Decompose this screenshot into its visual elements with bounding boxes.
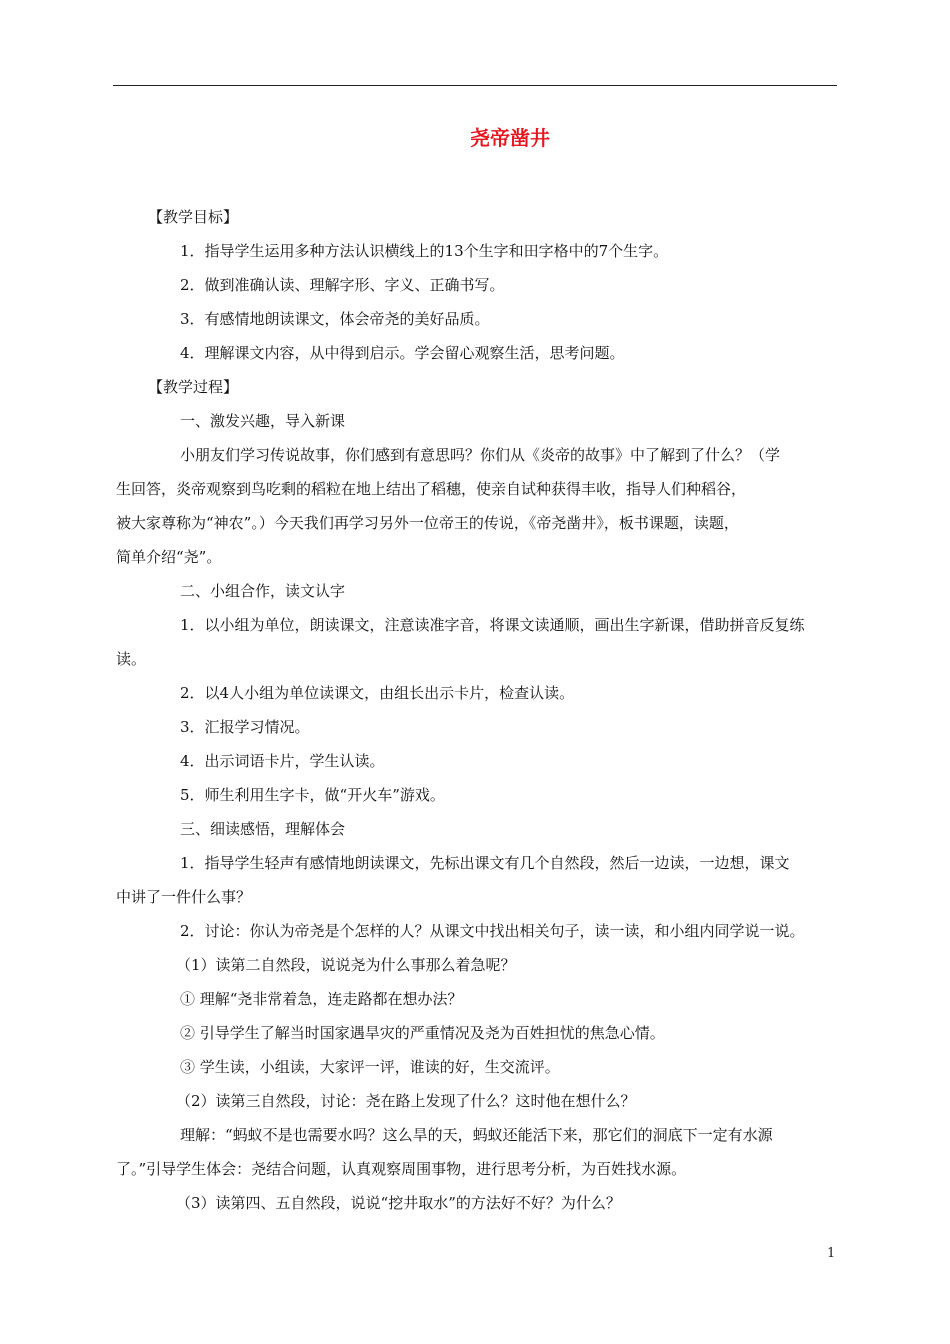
- paragraph-line: 被大家尊称为“神农”。）今天我们再学习另外一位帝王的传说，《帝尧凿井》，板书课题，读题，: [116, 514, 739, 532]
- paragraph-line: 小朋友们学习传说故事，你们感到有意思吗？你们从《炎帝的故事》中了解到了什么？（学: [180, 446, 781, 464]
- paragraph-line: 4．理解课文内容，从中得到启示。学会留心观察生活，思考问题。: [180, 344, 625, 362]
- paragraph-line: 一、激发兴趣，导入新课: [180, 412, 346, 430]
- paragraph-line: 生回答，炎帝观察到鸟吃剩的稻粒在地上结出了稻穗，使亲自试种获得丰收，指导人们种稻谷，: [116, 480, 747, 498]
- paragraph-line: 2．以4人小组为单位读课文，由组长出示卡片，检查认读。: [180, 684, 575, 702]
- document-body: [116, 200, 850, 1220]
- paragraph-line: 三、细读感悟，理解体会: [180, 820, 346, 838]
- paragraph-line: 【教学目标】: [148, 208, 239, 226]
- paragraph-line: 1．指导学生轻声有感情地朗读课文，先标出课文有几个自然段，然后一边读，一边想，课文: [180, 854, 790, 872]
- paragraph-line: （3）读第四、五自然段，说说“挖井取水”的方法好不好？为什么？: [176, 1194, 621, 1212]
- paragraph-line: ② 引导学生了解当时国家遇旱灾的严重情况及尧为百姓担忧的焦急心情。: [180, 1024, 665, 1042]
- paragraph-line: 2．讨论：你认为帝尧是个怎样的人？从课文中找出相关句子，读一读，和小组内同学说一说。: [180, 922, 805, 940]
- paragraph-line: 读。: [116, 650, 147, 668]
- paragraph-line: 二、小组合作，读文认字: [180, 582, 346, 600]
- paragraph-line: （2）读第三自然段，讨论：尧在路上发现了什么？这时他在想什么？: [176, 1092, 636, 1110]
- paragraph-line: 理解：“蚂蚁不是也需要水吗？这么旱的天，蚂蚁还能活下来，那它们的洞底下一定有水源: [180, 1126, 773, 1144]
- paragraph-line: 4．出示词语卡片，学生认读。: [180, 752, 385, 770]
- paragraph-line: ③ 学生读，小组读，大家评一评，谁读的好，生交流评。: [180, 1058, 560, 1076]
- paragraph-line: ① 理解“尧非常着急，连走路都在想办法？: [180, 990, 463, 1008]
- paragraph-line: 5．师生利用生字卡，做“开火车”游戏。: [180, 786, 445, 804]
- paragraph-line: 了。”引导学生体会：尧结合问题，认真观察周围事物，进行思考分析，为百姓找水源。: [116, 1160, 687, 1178]
- page-number: 1: [827, 1246, 836, 1261]
- paragraph-line: 1．以小组为单位，朗读课文，注意读准字音，将课文读通顺，画出生字新课，借助拼音反复练: [180, 616, 805, 634]
- paragraph-line: （1）读第二自然段，说说尧为什么事那么着急呢？: [176, 956, 516, 974]
- page-title: 尧帝凿井: [470, 126, 550, 150]
- header-rule: [113, 85, 837, 86]
- paragraph-line: 【教学过程】: [148, 378, 239, 396]
- paragraph-line: 中讲了一件什么事？: [116, 888, 252, 906]
- paragraph-line: 简单介绍“尧”。: [116, 548, 222, 566]
- paragraph-line: 2．做到准确认读、理解字形、字义、正确书写。: [180, 276, 505, 294]
- paragraph-line: 3．有感情地朗读课文，体会帝尧的美好品质。: [180, 310, 490, 328]
- paragraph-line: 1．指导学生运用多种方法认识横线上的13个生字和田字格中的7个生字。: [180, 242, 669, 260]
- paragraph-line: 3．汇报学习情况。: [180, 718, 310, 736]
